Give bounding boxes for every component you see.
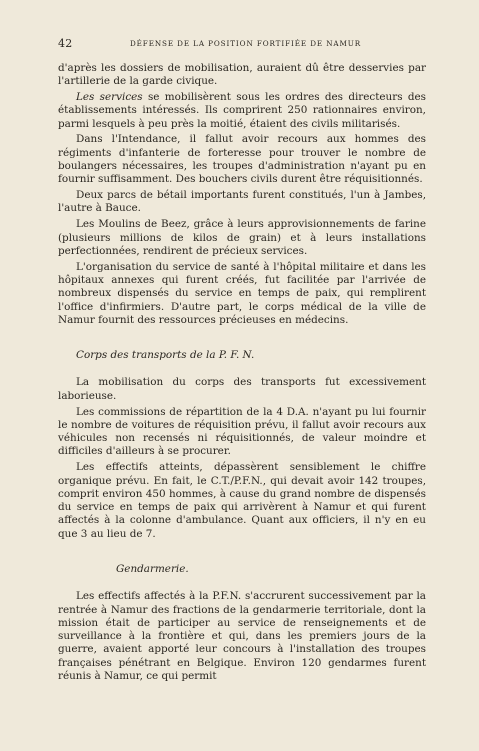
paragraph-requisition: Les commissions de répartition de la 4 D.A. n'ayant pu lui fournir le nombre de voitures de réquisition prévu, il fallut avoir recours aux véhicules non recensés ni réquisitionnés, de valeur moindre et difficiles d'ailleurs à se procurer.	[58, 405, 426, 458]
paragraph-artillery: d'après les dossiers de mobilisation, auraient dû être desservies par l'artillerie de la garde civique.	[58, 62, 426, 88]
services-lead: Les services	[76, 91, 143, 104]
paragraph-effectives: Les effectifs atteints, dépassèrent sensiblement le chiffre organique prévu. En fait, le C.T./P.F.N., qui devait avoir 142 troupes, comprit environ 450 hommes, à cause du grand nombre de dispensés du service en temps de paix qui arrivèrent à Namur et qui furent affectés à la colonne d'ambulance. Quant aux officiers, il n'y en eu que 3 au lieu de 7.	[58, 461, 426, 540]
section-heading-transports: Corps des transports de la P. F. N.	[76, 349, 255, 362]
section-heading-gendarmerie: Gendarmerie.	[116, 563, 189, 575]
paragraph-cattle-parks: Deux parcs de bétail importants furent constitués, l'un à Jambes, l'autre à Bauce.	[58, 189, 426, 215]
page-number: 42	[58, 37, 73, 50]
paragraph-services	[58, 91, 426, 131]
body-text	[58, 62, 426, 686]
paragraph-intendance: Dans l'Intendance, il fallut avoir recours aux hommes des régiments d'infanterie de forteresse pour trouver le nombre de boulangers nécessaires, les troupes d'administration n'ayant pu en fournir suffisamment. Des bouchers civils durent être réquisitionnés.	[58, 133, 426, 186]
paragraph-mills: Les Moulins de Beez, grâce à leurs approvisionnements de farine (plusieurs millions de kilos de grain) et à leurs installations perfectionnées, rendirent de précieux services.	[58, 218, 426, 257]
services-text: se mobilisèrent sous les ordres des directeurs des établissements intéressés. Ils comprirent 250 rationnaires environ, parmi lesquels à peu près la moitié, étaient des civils militarisés.	[58, 91, 426, 130]
paragraph-transports-mobilisation: La mobilisation du corps des transports fut excessivement laborieuse.	[58, 376, 426, 402]
paragraph-health-service: L'organisation du service de santé à l'hôpital militaire et dans les hôpitaux annexes qui furent créés, fut facilitée par l'arrivée de nombreux dispensés du service en temps de paix, qui remplirent l'office d'infirmiers. D'autre part, le corps médical de la ville de Namur fournit des ressources précieuses en médecins.	[58, 260, 426, 326]
paragraph-gendarmerie: Les effectifs affectés à la P.F.N. s'accrurent successivement par la rentrée à Namur des fractions de la gendarmerie territoriale, dont la mission était de participer au service de renseignements et de surveillance à la frontière et qui, dans les premiers jours de la guerre, avaient apporté leur concours à l'installation des troupes françaises pénétrant en Belgique. Environ 120 gendarmes furent réunis à Namur, ce qui permit	[58, 590, 426, 683]
page-header	[58, 37, 428, 51]
running-head: DÉFENSE DE LA POSITION FORTIFIÉE DE NAMUR	[130, 39, 362, 48]
